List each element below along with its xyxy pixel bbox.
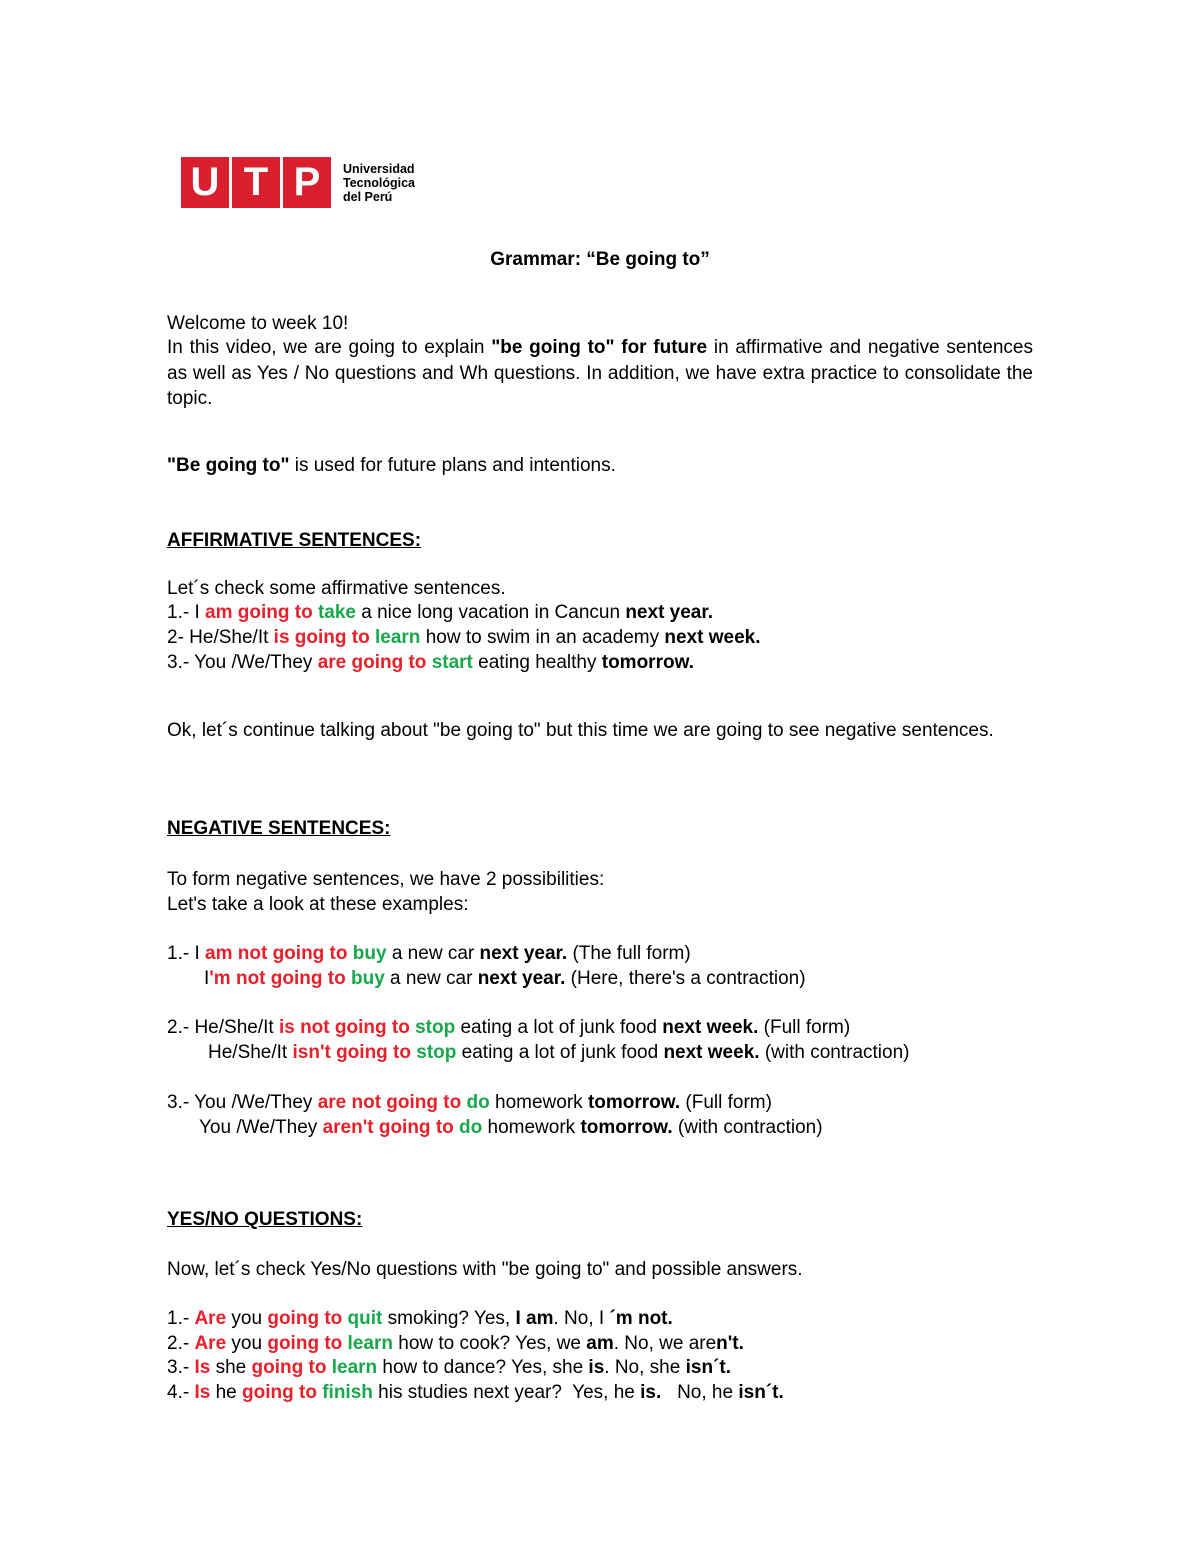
usage-paragraph: "Be going to" is used for future plans and intentions.	[167, 455, 616, 476]
negative-sentence-2-full: 2.- He/She/It is not going to stop eating a lot of junk food next week. (Full form)	[167, 1017, 851, 1038]
affirmative-heading: AFFIRMATIVE SENTENCES:	[167, 530, 422, 551]
negative-heading: NEGATIVE SENTENCES:	[167, 818, 391, 839]
question-2: 2.- Are you going to learn how to cook? Yes, we am. No, we aren't.	[167, 1333, 744, 1354]
intro-paragraph: In this video, we are going to explain "be going to" for future in affirmative and negative sentences as well as Yes / No questions and Wh questions. In addition, we have extra practice to consolidate the topic.	[167, 337, 1033, 409]
affirmative-sentence-1: 1.- I am going to take a nice long vacation in Cancun next year.	[167, 602, 713, 623]
affirmative-sentence-3: 3.- You /We/They are going to start eating healthy tomorrow.	[167, 652, 694, 673]
affirmative-sentence-2: 2- He/She/It is going to learn how to swim in an academy next week.	[167, 627, 761, 648]
negative-lead-2: Let's take a look at these examples:	[167, 894, 469, 915]
negative-sentence-1-contraction: I'm not going to buy a new car next year. (Here, there's a contraction)	[204, 968, 806, 989]
question-4: 4.- Is he going to finish his studies next year? Yes, he is. No, he isn´t.	[167, 1382, 784, 1403]
logo-letter-u: U	[181, 157, 229, 208]
logo-letter-t: T	[232, 157, 280, 208]
utp-logo	[181, 157, 415, 208]
negative-sentence-3-contraction: You /We/They aren't going to do homework tomorrow. (with contraction)	[199, 1117, 823, 1138]
page-title: Grammar: “Be going to”	[490, 249, 710, 270]
questions-heading: YES/NO QUESTIONS:	[167, 1209, 363, 1230]
negative-lead-1: To form negative sentences, we have 2 possibilities:	[167, 869, 605, 890]
negative-sentence-2-contraction: He/She/It isn't going to stop eating a lot of junk food next week. (with contraction)	[208, 1042, 910, 1063]
affirmative-outro: Ok, let´s continue talking about "be going to" but this time we are going to see negative sentences.	[167, 720, 994, 741]
logo-letter-p: P	[283, 157, 331, 208]
questions-lead: Now, let´s check Yes/No questions with "be going to" and possible answers.	[167, 1259, 803, 1280]
question-3: 3.- Is she going to learn how to dance? Yes, she is. No, she isn´t.	[167, 1357, 731, 1378]
question-1: 1.- Are you going to quit smoking? Yes, I am. No, I ´m not.	[167, 1308, 673, 1329]
negative-sentence-1-full: 1.- I am not going to buy a new car next year. (The full form)	[167, 943, 691, 964]
welcome-text: Welcome to week 10!	[167, 313, 349, 334]
logo-university-name: Universidad Tecnológica del Perú	[343, 161, 416, 204]
negative-sentence-3-full: 3.- You /We/They are not going to do homework tomorrow. (Full form)	[167, 1092, 772, 1113]
affirmative-lead: Let´s check some affirmative sentences.	[167, 578, 506, 599]
